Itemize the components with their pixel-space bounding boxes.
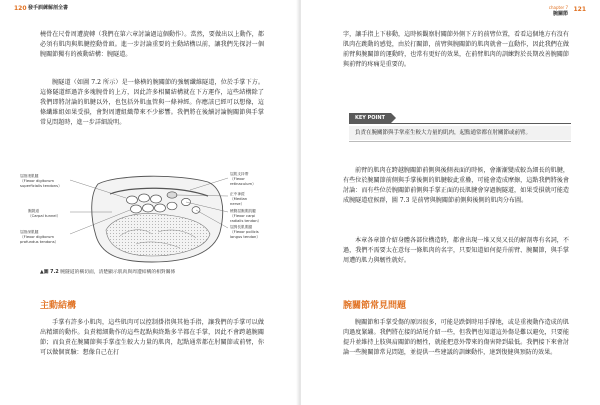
- label-median-nerve: 正中神經 （Median nerve）: [230, 192, 248, 206]
- right-page-number: 121: [573, 6, 586, 13]
- right-intro-paragraph: 字，讓手指上下移動，這時候觀察肘關節外側下方的前臂位置，看看這個地方有沒有肌肉在跳動的感覺，由於打關節，前臂與腕關節的肌肉就會一直動作，因此我們在做前臂與腕關節的運動時，也常有更好的效果，在前臂肌肉的訓練對於長期改善腕關節與前臂的疼痛是重要的。: [343, 31, 569, 68]
- label-flexor-carpi-radialis: 橈側屈腕肌肌腱 （Flexor carpi radialis tendon）: [230, 209, 262, 223]
- median-nerve: [167, 192, 177, 198]
- label-flexor-digitorum-superficialis: 屈指淺肌腱 （Flexor digitorum superficialis tendons）: [20, 174, 62, 188]
- label-flexor-digitorum-profundus: 屈指深肌腱 （Flexor digitorum profundus tendons）: [20, 230, 59, 244]
- key-point-rule: [349, 123, 571, 124]
- figure-caption-tag: ▲圖 7.2: [40, 270, 59, 275]
- key-point-label: KEY POINT: [349, 113, 391, 123]
- right-section-paragraph: 腕關節和手掌受傷的原因很多，可能是跌倒時用手撐地，或是重複動作造成的肌肉過度緊繃。我們將在接的結尾介紹一些，但我們也知道這外傷是難以避免，只要能提升並維持上肢與肩關節的韌性，就能把意外帶來的傷害降到最低。我們接下來會討論一些腕關節常見問題，並提供一些建議的訓練動作，達到復健與預防的效果。: [343, 319, 569, 356]
- right-paragraph-2: 本章各章節介紹身體各部位構造時，都會出現一堆又臭又長的解剖專有名詞，不過，我們不需要太在意每一條肌肉的名字，只要知道如何提升前臂、腕關節，與手掌周遭的肌力與韌性就好。: [343, 237, 569, 264]
- label-carpal-tunnel: 腕隧道 （Carpal tunnel）: [28, 209, 61, 218]
- right-paragraph-1: 前臂的肌肉在跨越腕關節前側與後側表面的時候，會漸漸變成較為細長的肌腱，有些位於腕關節前側與手掌後側的肌腱較此重疊，可能會造成摩擦，這點我們將後會討論：而有些位於腕關節前側與手掌正面的長肌腱會穿過腕隧道，如果受損就可能造成腕隧道症候群，圖 7.3 是前臂與腕關節前側與後側的肌肉分布圖。: [343, 167, 569, 204]
- left-paragraph-1: 橈骨在尺骨周遭旋轉（我們在第六章討論過這個動作）。當然，要做出以上動作，都必須有肌肉與肌腱控動骨頭。進一步討論重要的主動結構以前，讓我們先探討一個腕關節獨有的被動結構：腕隧道。: [40, 31, 264, 58]
- book-title: 發手訓練解剖全書: [28, 5, 69, 11]
- left-page: [0, 0, 299, 405]
- left-page-number: 120: [14, 5, 27, 12]
- chapter-name: 腕關節: [552, 11, 568, 17]
- section-title-active-structures: 主動結構: [40, 301, 77, 311]
- label-flexor-retinaculum: 屈肌支持帶 （Flexor retinaculum）: [230, 172, 256, 186]
- chapter-label: chapter 7: [548, 5, 568, 10]
- carpal-tunnel-figure: [20, 172, 262, 265]
- key-point-text: 負責在腕關節與手掌產生較大力量的肌肉，起點通常都在肘關節或前臂。: [349, 126, 571, 140]
- right-page: [301, 0, 600, 405]
- figure-caption-text: 腕隧道的橫切面，清楚顯示肌肉與周遭結構的相對關係: [60, 270, 176, 275]
- carpal-tunnel-illustration: [40, 172, 260, 265]
- figure-caption: [40, 268, 175, 275]
- label-flexor-pollicis-longus: 屈拇長肌肌腱 （Flexor pollicis longus tendon）: [230, 225, 261, 239]
- key-point-bottom-rule: [349, 141, 571, 142]
- section-title-common-problems: 腕關節常見問題: [343, 301, 407, 311]
- left-paragraph-2: 腕隧道（如圖 7.2 所示）是一條横的腕關節的強韌纖維隧道，位於手掌下方。這條隧道經過許多塊腕骨的上方，因此許多相關結構就在下方運作，這些結構除了我們即將討論的肌腱以外，也包括外肌血管與一條神經。你應該已經可以想像，這條纖維組如果受損，會對周遭組織帶來不少影響。我們將在後續討論腕關節與手掌常見問題時，進一步詳細說明。: [40, 79, 264, 126]
- left-section-paragraph: 手掌有許多小肌肉，這些肌肉可以控制掛指與其他手指，讓我們的手掌可以做出精細的動作。負責精細動作的這些起點與終點多半都在手掌，因此不會跨越腕關節；而負責在腕關節與手掌產生較大力量的肌肉，起點通常都在肘關節或前臂，你可以做個實驗：想像自己在打: [40, 319, 264, 356]
